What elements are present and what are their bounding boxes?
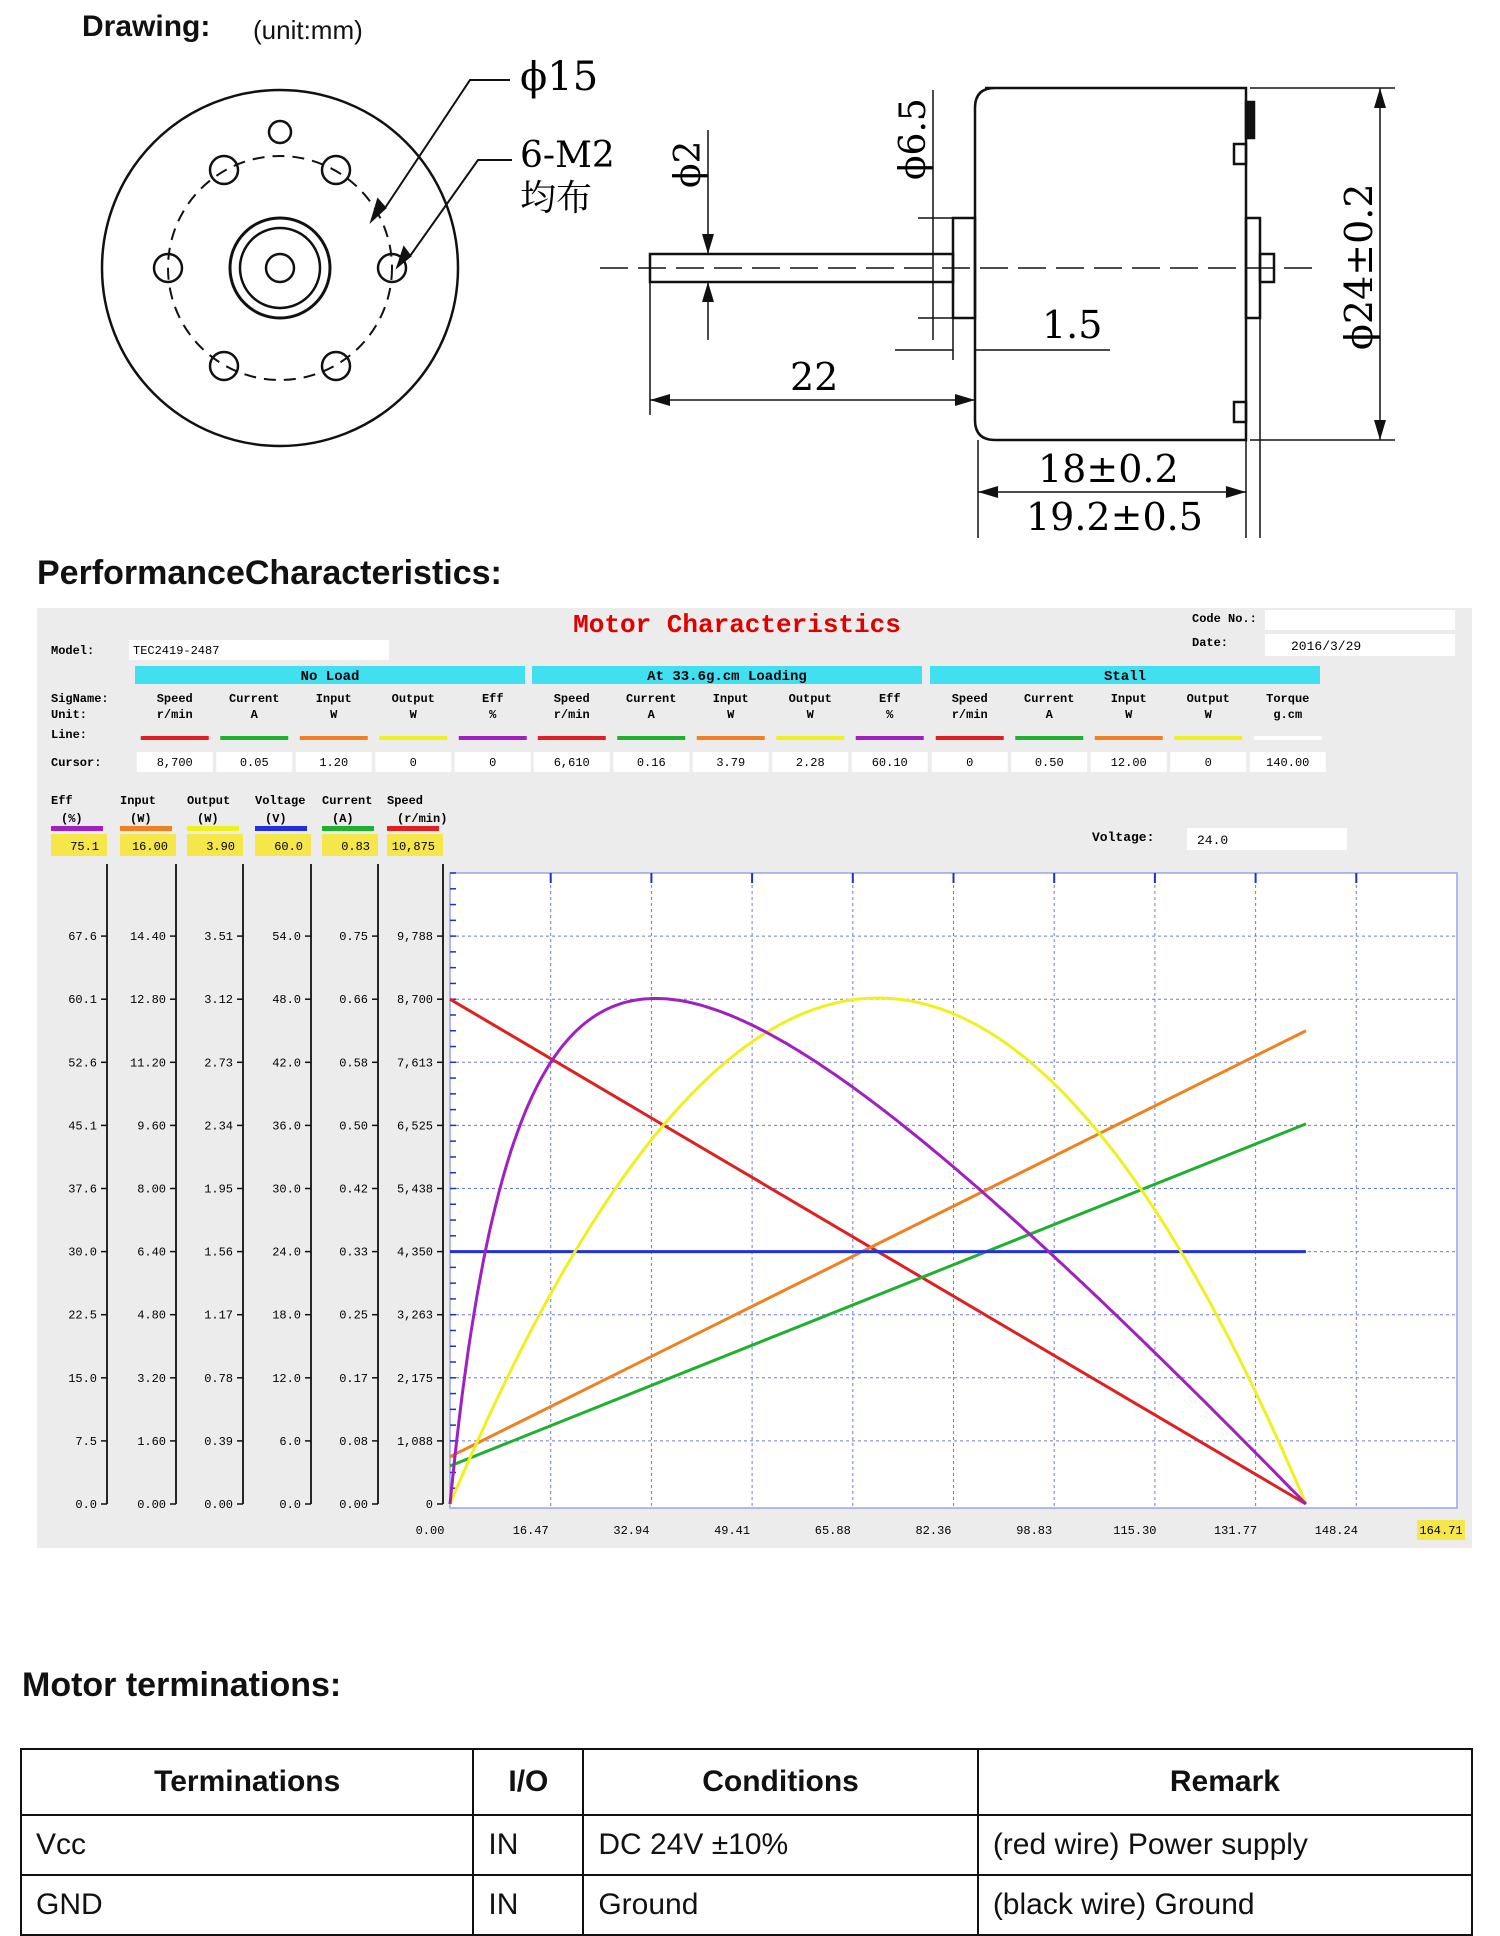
- axis-unit: (%): [61, 812, 83, 826]
- axis-unit: (A): [332, 812, 354, 826]
- header-columns: [137, 692, 1326, 772]
- axis-tick-label: 60.1: [68, 993, 97, 1008]
- col-unit: W: [1204, 708, 1212, 722]
- terminations-table: [20, 1748, 1473, 1936]
- axis-max-value: 3.90: [206, 840, 235, 854]
- motor-drawing: [0, 60, 1500, 540]
- col-name: Speed: [156, 692, 193, 706]
- header-io: I/O: [473, 1749, 583, 1815]
- dim-arrow: [702, 234, 714, 254]
- axis-tick-label: 6,525: [396, 1119, 433, 1134]
- axis-tick-label: 4,350: [396, 1245, 433, 1260]
- col-unit: %: [489, 708, 497, 722]
- axis-swatch: [51, 826, 103, 831]
- axis-tick-label: 0.75: [339, 930, 368, 945]
- cursor-value: 8,700: [156, 756, 193, 770]
- x-tick-label: 16.47: [512, 1524, 549, 1538]
- axis-tick-label: 1.95: [204, 1182, 233, 1197]
- col-unit: r/min: [553, 708, 590, 722]
- header-terminations: Terminations: [21, 1749, 473, 1815]
- dim-arrow: [955, 394, 975, 406]
- col-line-swatch: [1095, 736, 1163, 740]
- group-label: Stall: [1103, 669, 1147, 685]
- axis-unit: (W): [130, 812, 152, 826]
- axis-tick-label: 15.0: [68, 1371, 97, 1386]
- col-line-swatch: [697, 736, 765, 740]
- x-tick-label: 0.00: [415, 1524, 445, 1538]
- boss-len-label: 1.5: [1042, 303, 1103, 347]
- axis-unit: (r/min): [397, 812, 448, 826]
- header-remark: Remark: [978, 1749, 1472, 1815]
- pcd-circle: [168, 156, 392, 380]
- axis-tick-label: 0.0: [279, 1498, 301, 1512]
- axis-columns: [51, 794, 447, 1512]
- body-notch: [1234, 144, 1246, 164]
- x-tick-label: 82.36: [915, 1524, 952, 1538]
- cell-io: IN: [473, 1815, 583, 1875]
- col-line-swatch: [379, 736, 447, 740]
- col-line-swatch: [1015, 736, 1083, 740]
- axis-tick-label: 4.80: [137, 1308, 166, 1323]
- x-tick-label: 148.24: [1314, 1524, 1358, 1538]
- body-dia-label: ϕ24±0.2: [1337, 183, 1381, 350]
- boss-outer: [230, 218, 330, 318]
- dim-arrow: [978, 486, 998, 498]
- col-line-swatch: [617, 736, 685, 740]
- col-line-swatch: [220, 736, 288, 740]
- code-field[interactable]: [1265, 610, 1455, 630]
- axis-name: Eff: [51, 794, 73, 808]
- date-label: Date:: [1192, 636, 1229, 650]
- shaft-circle: [266, 254, 294, 282]
- holes-leader: [410, 160, 512, 256]
- col-name: Speed: [553, 692, 590, 706]
- axis-max-value: 0.83: [341, 840, 370, 854]
- shaft-len-label: 22: [790, 355, 839, 399]
- row-label: SigName:: [51, 692, 109, 706]
- date-value: 2016/3/29: [1291, 639, 1362, 654]
- col-line-swatch: [538, 736, 606, 740]
- axis-tick-label: 14.40: [129, 930, 166, 945]
- axis-tick-label: 54.0: [272, 930, 301, 945]
- col-unit: A: [647, 708, 655, 722]
- body-len-label: 18±0.2: [1038, 447, 1179, 491]
- axis-swatch: [255, 826, 307, 831]
- cursor-value: 0.05: [239, 756, 269, 770]
- axis-unit: (W): [197, 812, 219, 826]
- axis-tick-label: 8,700: [396, 993, 433, 1008]
- col-unit: %: [886, 708, 894, 722]
- col-line-swatch: [1174, 736, 1242, 740]
- cursor-value: 6,610: [553, 756, 590, 770]
- performance-title: PerformanceCharacteristics:: [37, 554, 502, 592]
- col-unit: W: [727, 708, 735, 722]
- axis-tick-label: 3.20: [137, 1371, 166, 1386]
- cursor-value: 0.50: [1034, 756, 1064, 770]
- axis-name: Output: [187, 794, 231, 808]
- dim-arrow: [650, 394, 670, 406]
- axis-tick-label: 3.12: [204, 993, 233, 1008]
- col-name: Eff: [481, 692, 504, 706]
- axis-tick-label: 6.0: [279, 1434, 301, 1449]
- mount-hole: [322, 352, 350, 380]
- col-unit: r/min: [156, 708, 193, 722]
- axis-tick-label: 22.5: [68, 1308, 97, 1323]
- axis-tick-label: 1.17: [204, 1308, 233, 1323]
- axis-tick-label: 18.0: [272, 1308, 301, 1323]
- axis-max-value: 60.0: [274, 840, 303, 854]
- col-name: Current: [626, 692, 677, 706]
- pcd-arrow: [372, 200, 385, 220]
- cursor-value: 0: [489, 756, 497, 770]
- axis-tick-label: 1,088: [396, 1434, 433, 1449]
- cursor-value: 140.00: [1266, 756, 1310, 770]
- plot-area: [450, 873, 1457, 1508]
- axis-tick-label: 11.20: [129, 1056, 166, 1071]
- axis-tick-label: 30.0: [272, 1182, 301, 1197]
- axis-tick-label: 0.66: [339, 993, 368, 1008]
- axis-tick-label: 1.60: [137, 1434, 166, 1449]
- pcd-leader: [385, 80, 510, 208]
- total-len-label: 19.2±0.5: [1026, 495, 1203, 539]
- col-name: Current: [1024, 692, 1075, 706]
- center-hole: [269, 121, 291, 143]
- row-label: Line:: [51, 728, 88, 742]
- axis-unit: (V): [265, 812, 287, 826]
- col-line-swatch: [1254, 736, 1322, 740]
- col-name: Input: [315, 692, 352, 706]
- col-line-swatch: [300, 736, 368, 740]
- cursor-value: 3.79: [716, 756, 746, 770]
- axis-name: Speed: [387, 794, 424, 808]
- axis-tick-label: 9.60: [137, 1119, 166, 1134]
- axis-tick-label: 0.08: [339, 1434, 368, 1449]
- axis-tick-label: 0.00: [137, 1498, 166, 1512]
- axis-tick-label: 0: [425, 1498, 433, 1512]
- row-label: Cursor:: [51, 756, 102, 770]
- col-unit: W: [1125, 708, 1133, 722]
- axis-tick-label: 0.00: [204, 1498, 233, 1512]
- chart-title: Motor Characteristics: [573, 610, 901, 640]
- cursor-value: 0: [1204, 756, 1212, 770]
- holes-note: 均布: [520, 178, 593, 219]
- cursor-value: 0.16: [636, 756, 666, 770]
- axis-name: Input: [120, 794, 157, 808]
- axis-tick-label: 3,263: [396, 1308, 433, 1323]
- axis-tick-label: 0.25: [339, 1308, 368, 1323]
- cursor-value: 60.10: [871, 756, 908, 770]
- header-groups: [135, 666, 1320, 685]
- cursor-value: 1.20: [319, 756, 349, 770]
- cell-remark: (black wire) Ground: [978, 1875, 1472, 1935]
- body-outline: [975, 88, 1246, 440]
- col-name: Input: [1110, 692, 1147, 706]
- cell-conditions: Ground: [583, 1875, 978, 1935]
- body-notch: [1234, 402, 1246, 422]
- col-line-swatch: [141, 736, 209, 740]
- axis-tick-label: 0.33: [339, 1245, 368, 1260]
- axis-tick-label: 5,438: [396, 1182, 433, 1197]
- axis-tick-label: 0.39: [204, 1434, 233, 1449]
- header-row-labels: [51, 692, 109, 770]
- col-name: Output: [788, 692, 832, 706]
- axis-tick-label: 0.17: [339, 1371, 368, 1386]
- table-header-row: [21, 1749, 1472, 1815]
- table-row: [21, 1875, 1472, 1935]
- cell-termination: Vcc: [21, 1815, 473, 1875]
- axis-tick-label: 0.50: [339, 1119, 368, 1134]
- pcd-label: ϕ15: [520, 60, 599, 100]
- x-tick-label: 131.77: [1213, 1524, 1258, 1538]
- cell-io: IN: [473, 1875, 583, 1935]
- cursor-value: 12.00: [1110, 756, 1147, 770]
- axis-name: Voltage: [255, 794, 306, 808]
- x-tick-label: 98.83: [1016, 1524, 1053, 1538]
- axis-tick-label: 7.5: [75, 1434, 97, 1449]
- code-label: Code No.:: [1192, 612, 1257, 626]
- col-unit: A: [1045, 708, 1053, 722]
- cursor-value: 0: [966, 756, 974, 770]
- axis-max-value: 16.00: [131, 840, 168, 854]
- row-label: Unit:: [51, 708, 88, 722]
- axis-tick-label: 0.42: [339, 1182, 368, 1197]
- voltage-label: Voltage:: [1092, 830, 1155, 845]
- col-name: Speed: [951, 692, 988, 706]
- motor-characteristics-panel: [37, 608, 1472, 1548]
- axis-swatch: [387, 826, 439, 831]
- drawing-unit: (unit:mm): [253, 15, 363, 45]
- front-view: [102, 80, 512, 446]
- col-unit: A: [250, 708, 258, 722]
- col-unit: W: [409, 708, 417, 722]
- cell-remark: (red wire) Power supply: [978, 1815, 1472, 1875]
- cursor-value: 2.28: [795, 756, 825, 770]
- axis-swatch: [322, 826, 374, 831]
- cell-conditions: DC 24V ±10%: [583, 1815, 978, 1875]
- axis-tick-label: 6.40: [137, 1245, 166, 1260]
- holes-label: 6-M2: [520, 135, 615, 176]
- axis-tick-label: 2,175: [396, 1371, 433, 1386]
- col-name: Torque: [1266, 692, 1310, 706]
- axis-tick-label: 52.6: [68, 1056, 97, 1071]
- axis-tick-label: 45.1: [68, 1119, 97, 1134]
- x-tick-labels: [416, 1520, 1465, 1540]
- axis-name: Current: [322, 794, 373, 808]
- axis-tick-label: 12.80: [129, 993, 166, 1008]
- table-row: [21, 1815, 1472, 1875]
- boss-dia-label: ϕ6.5: [893, 98, 934, 180]
- axis-tick-label: 0.0: [75, 1498, 97, 1512]
- axis-tick-label: 0.00: [339, 1498, 368, 1512]
- axis-swatch: [187, 826, 239, 831]
- axis-swatch: [120, 826, 172, 831]
- axis-tick-label: 42.0: [272, 1056, 301, 1071]
- axis-tick-label: 36.0: [272, 1119, 301, 1134]
- dim-arrow: [1374, 88, 1386, 108]
- col-line-swatch: [459, 736, 527, 740]
- voltage-value: 24.0: [1197, 833, 1229, 848]
- axis-tick-label: 24.0: [272, 1245, 301, 1260]
- cursor-value: 0: [409, 756, 417, 770]
- mount-hole: [210, 352, 238, 380]
- shaft-dia-label: ϕ2: [668, 140, 709, 188]
- x-tick-label: 32.94: [613, 1524, 650, 1538]
- col-unit: W: [806, 708, 814, 722]
- axis-tick-label: 8.00: [137, 1182, 166, 1197]
- axis-tick-label: 3.51: [204, 930, 233, 945]
- x-tick-label: 65.88: [814, 1524, 851, 1538]
- group-label: At 33.6g.cm Loading: [647, 669, 807, 685]
- col-name: Eff: [878, 692, 901, 706]
- axis-tick-label: 67.6: [68, 930, 97, 945]
- col-unit: W: [330, 708, 338, 722]
- col-name: Input: [712, 692, 749, 706]
- col-name: Current: [229, 692, 280, 706]
- axis-tick-label: 30.0: [68, 1245, 97, 1260]
- axis-tick-label: 0.78: [204, 1371, 233, 1386]
- col-name: Output: [1186, 692, 1230, 706]
- header-conditions: Conditions: [583, 1749, 978, 1815]
- side-view: [600, 88, 1395, 538]
- cell-termination: GND: [21, 1875, 473, 1935]
- axis-tick-label: 7,613: [396, 1056, 433, 1071]
- dim-arrow: [1226, 486, 1246, 498]
- col-name: Output: [391, 692, 435, 706]
- axis-max-value: 75.1: [70, 840, 99, 854]
- x-tick-label: 115.30: [1113, 1524, 1157, 1538]
- group-label: No Load: [300, 669, 360, 685]
- drawing-title: Drawing:: [82, 10, 211, 43]
- axis-tick-label: 12.0: [272, 1371, 301, 1386]
- axis-max-value: 10,875: [391, 840, 435, 854]
- dim-arrow: [1374, 420, 1386, 440]
- x-tick-label: 164.71: [1419, 1524, 1463, 1538]
- axis-tick-label: 2.34: [204, 1119, 233, 1134]
- model-label: Model:: [51, 644, 95, 658]
- axis-tick-label: 0.58: [339, 1056, 368, 1071]
- col-line-swatch: [936, 736, 1004, 740]
- motor-characteristics-chart: [37, 608, 1472, 1548]
- terminal-tab: [1246, 102, 1254, 138]
- col-unit: r/min: [951, 708, 988, 722]
- axis-tick-label: 2.73: [204, 1056, 233, 1071]
- col-line-swatch: [856, 736, 924, 740]
- axis-tick-label: 37.6: [68, 1182, 97, 1197]
- col-unit: g.cm: [1273, 708, 1303, 722]
- model-value: TEC2419-2487: [133, 644, 220, 658]
- x-tick-label: 49.41: [714, 1524, 751, 1538]
- col-line-swatch: [776, 736, 844, 740]
- dim-arrow: [702, 282, 714, 302]
- boss-inner: [240, 228, 320, 308]
- axis-tick-label: 9,788: [396, 930, 433, 945]
- axis-tick-label: 48.0: [272, 993, 301, 1008]
- axis-tick-label: 1.56: [204, 1245, 233, 1260]
- terminations-title: Motor terminations:: [22, 1666, 342, 1704]
